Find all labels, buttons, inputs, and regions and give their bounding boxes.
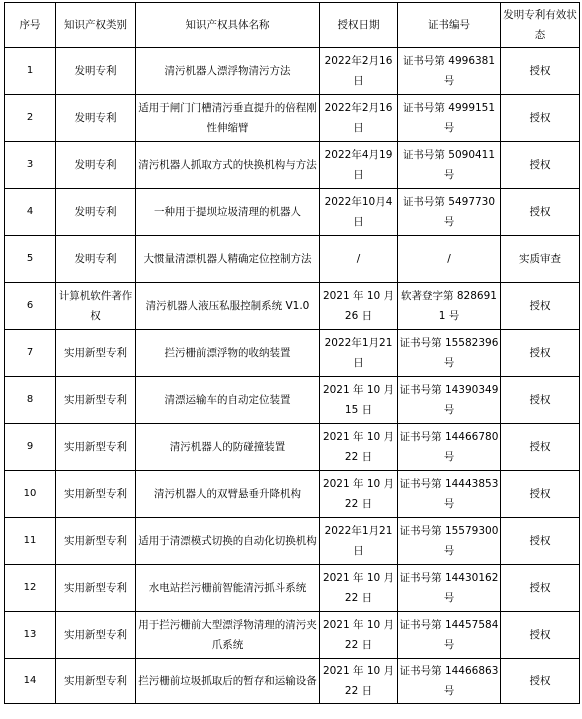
cell-status: 授权 (501, 189, 580, 236)
table-row (5, 424, 580, 471)
cell-certificate-no: 证书号第 14466863号 (398, 659, 501, 704)
cell-index: 3 (5, 142, 56, 189)
cell-grant-date: 2021 年 10 月 22 日 (320, 659, 398, 704)
cell-ip-category: 实用新型专利 (56, 330, 136, 377)
cell-certificate-no: 证书号第 4996381号 (398, 48, 501, 95)
cell-grant-date: 2022年2月16日 (320, 48, 398, 95)
cell-certificate-no: 证书号第 14443853号 (398, 471, 501, 518)
cell-status: 授权 (501, 377, 580, 424)
cell-ip-category: 实用新型专利 (56, 377, 136, 424)
table-row (5, 48, 580, 95)
cell-ip-name: 清污机器人液压私服控制系统 V1.0 (136, 283, 320, 330)
table-row (5, 518, 580, 565)
cell-status: 实质审查 (501, 236, 580, 283)
cell-ip-name: 大惯量清漂机器人精确定位控制方法 (136, 236, 320, 283)
cell-ip-name: 拦污栅前漂浮物的收纳装置 (136, 330, 320, 377)
cell-status: 授权 (501, 95, 580, 142)
cell-index: 4 (5, 189, 56, 236)
cell-grant-date: 2021 年 10 月 26 日 (320, 283, 398, 330)
cell-index: 5 (5, 236, 56, 283)
cell-status: 授权 (501, 518, 580, 565)
cell-ip-category: 实用新型专利 (56, 565, 136, 612)
cell-certificate-no: 证书号第 14457584号 (398, 612, 501, 659)
cell-ip-category: 实用新型专利 (56, 518, 136, 565)
cell-grant-date: 2022年1月21日 (320, 330, 398, 377)
table-row (5, 189, 580, 236)
cell-status: 授权 (501, 659, 580, 704)
cell-status: 授权 (501, 471, 580, 518)
cell-ip-category: 发明专利 (56, 236, 136, 283)
table-row (5, 565, 580, 612)
cell-ip-category: 发明专利 (56, 95, 136, 142)
cell-certificate-no: 证书号第 15582396号 (398, 330, 501, 377)
cell-index: 13 (5, 612, 56, 659)
cell-status: 授权 (501, 612, 580, 659)
cell-ip-name: 用于拦污栅前大型漂浮物清理的清污夹爪系统 (136, 612, 320, 659)
ip-table-container (4, 2, 580, 704)
cell-grant-date: 2022年1月21日 (320, 518, 398, 565)
cell-ip-category: 发明专利 (56, 189, 136, 236)
cell-grant-date: 2021 年 10 月 22 日 (320, 424, 398, 471)
cell-index: 9 (5, 424, 56, 471)
cell-index: 1 (5, 48, 56, 95)
table-row (5, 471, 580, 518)
cell-certificate-no: / (398, 236, 501, 283)
cell-grant-date: 2021 年 10 月 22 日 (320, 612, 398, 659)
cell-certificate-no: 软著登字第 8286911 号 (398, 283, 501, 330)
cell-ip-name: 适用于闸门门槽清污垂直提升的倍程刚性伸缩臂 (136, 95, 320, 142)
cell-index: 7 (5, 330, 56, 377)
cell-ip-name: 适用于清漂模式切换的自动化切换机构 (136, 518, 320, 565)
cell-grant-date: / (320, 236, 398, 283)
cell-ip-category: 实用新型专利 (56, 612, 136, 659)
header-ip-name: 知识产权具体名称 (136, 3, 320, 48)
table-row (5, 236, 580, 283)
cell-ip-category: 计算机软件著作权 (56, 283, 136, 330)
cell-index: 2 (5, 95, 56, 142)
cell-index: 12 (5, 565, 56, 612)
table-row (5, 659, 580, 704)
cell-grant-date: 2022年4月19日 (320, 142, 398, 189)
cell-ip-category: 发明专利 (56, 48, 136, 95)
cell-grant-date: 2021 年 10 月 22 日 (320, 471, 398, 518)
cell-index: 6 (5, 283, 56, 330)
cell-ip-name: 拦污栅前垃圾抓取后的暂存和运输设备 (136, 659, 320, 704)
table-row (5, 377, 580, 424)
ip-table (4, 2, 580, 704)
table-row (5, 330, 580, 377)
cell-ip-category: 实用新型专利 (56, 471, 136, 518)
cell-grant-date: 2022年2月16日 (320, 95, 398, 142)
table-row (5, 142, 580, 189)
cell-index: 14 (5, 659, 56, 704)
cell-index: 8 (5, 377, 56, 424)
cell-certificate-no: 证书号第 14466780号 (398, 424, 501, 471)
cell-ip-category: 实用新型专利 (56, 424, 136, 471)
table-header-row (5, 3, 580, 48)
cell-certificate-no: 证书号第 4999151号 (398, 95, 501, 142)
cell-status: 授权 (501, 565, 580, 612)
cell-ip-name: 清污机器人的双臂悬垂升降机构 (136, 471, 320, 518)
cell-index: 11 (5, 518, 56, 565)
cell-grant-date: 2021 年 10 月 22 日 (320, 565, 398, 612)
header-ip-category: 知识产权类别 (56, 3, 136, 48)
cell-certificate-no: 证书号第 14430162号 (398, 565, 501, 612)
header-grant-date: 授权日期 (320, 3, 398, 48)
cell-grant-date: 2022年10月4日 (320, 189, 398, 236)
cell-status: 授权 (501, 283, 580, 330)
cell-ip-category: 发明专利 (56, 142, 136, 189)
cell-ip-name: 一种用于提坝垃圾清理的机器人 (136, 189, 320, 236)
cell-status: 授权 (501, 142, 580, 189)
cell-index: 10 (5, 471, 56, 518)
table-row (5, 283, 580, 330)
table-row (5, 612, 580, 659)
cell-status: 授权 (501, 424, 580, 471)
cell-grant-date: 2021 年 10 月 15 日 (320, 377, 398, 424)
cell-certificate-no: 证书号第 5497730号 (398, 189, 501, 236)
table-row (5, 95, 580, 142)
cell-certificate-no: 证书号第 5090411号 (398, 142, 501, 189)
cell-ip-category: 实用新型专利 (56, 659, 136, 704)
cell-ip-name: 清污机器人漂浮物清污方法 (136, 48, 320, 95)
cell-ip-name: 清污机器人的防碰撞装置 (136, 424, 320, 471)
cell-status: 授权 (501, 330, 580, 377)
header-status: 发明专利有效状态 (501, 3, 580, 48)
header-index: 序号 (5, 3, 56, 48)
cell-status: 授权 (501, 48, 580, 95)
cell-ip-name: 清污机器人抓取方式的快换机构与方法 (136, 142, 320, 189)
cell-certificate-no: 证书号第 15579300号 (398, 518, 501, 565)
cell-ip-name: 水电站拦污栅前智能清污抓斗系统 (136, 565, 320, 612)
cell-ip-name: 清漂运输车的自动定位装置 (136, 377, 320, 424)
header-certificate-no: 证书编号 (398, 3, 501, 48)
cell-certificate-no: 证书号第 14390349号 (398, 377, 501, 424)
